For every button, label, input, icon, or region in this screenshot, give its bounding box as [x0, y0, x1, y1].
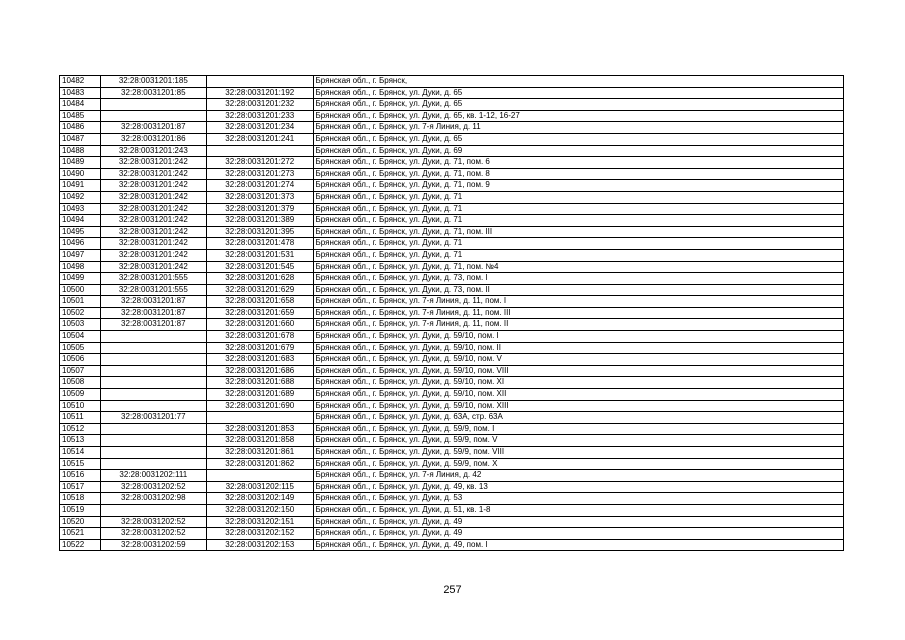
object-cadastral-number-cell: 32:28:0031201:395	[207, 226, 313, 238]
registry-table-body	[60, 76, 844, 551]
parcel-cadastral-number-cell: 32:28:0031201:242	[100, 249, 206, 261]
row-number-cell: 10487	[60, 133, 101, 145]
table-row	[60, 296, 844, 308]
row-number-cell: 10519	[60, 504, 101, 516]
address-cell: Брянская обл., г. Брянск, ул. 7-я Линия, д. 42	[313, 470, 843, 482]
address-cell: Брянская обл., г. Брянск, ул. Дуки, д. 69	[313, 145, 843, 157]
address-cell: Брянская обл., г. Брянск, ул. 7-я Линия, д. 11, пом. II	[313, 319, 843, 331]
row-number-cell: 10497	[60, 249, 101, 261]
table-row	[60, 447, 844, 459]
address-cell: Брянская обл., г. Брянск, ул. Дуки, д. 59/10, пом. XII	[313, 389, 843, 401]
table-row	[60, 365, 844, 377]
table-row	[60, 157, 844, 169]
row-number-cell: 10518	[60, 493, 101, 505]
row-number-cell: 10511	[60, 412, 101, 424]
object-cadastral-number-cell: 32:28:0031201:686	[207, 365, 313, 377]
parcel-cadastral-number-cell: 32:28:0031201:555	[100, 284, 206, 296]
row-number-cell: 10516	[60, 470, 101, 482]
row-number-cell: 10513	[60, 435, 101, 447]
address-cell: Брянская обл., г. Брянск, ул. Дуки, д. 59/9, пом. I	[313, 423, 843, 435]
table-row	[60, 307, 844, 319]
parcel-cadastral-number-cell: 32:28:0031201:85	[100, 87, 206, 99]
parcel-cadastral-number-cell: 32:28:0031201:242	[100, 157, 206, 169]
object-cadastral-number-cell: 32:28:0031202:153	[207, 539, 313, 551]
table-row	[60, 226, 844, 238]
parcel-cadastral-number-cell	[100, 110, 206, 122]
parcel-cadastral-number-cell: 32:28:0031202:52	[100, 528, 206, 540]
object-cadastral-number-cell: 32:28:0031201:192	[207, 87, 313, 99]
table-row	[60, 481, 844, 493]
row-number-cell: 10491	[60, 180, 101, 192]
table-row	[60, 110, 844, 122]
address-cell: Брянская обл., г. Брянск, ул. Дуки, д. 71, пом. №4	[313, 261, 843, 273]
row-number-cell: 10508	[60, 377, 101, 389]
table-row	[60, 215, 844, 227]
address-cell: Брянская обл., г. Брянск, ул. Дуки, д. 59/10, пом. VIII	[313, 365, 843, 377]
cadastral-registry-table	[59, 75, 844, 551]
address-cell: Брянская обл., г. Брянск, ул. Дуки, д. 65	[313, 133, 843, 145]
object-cadastral-number-cell: 32:28:0031201:373	[207, 191, 313, 203]
object-cadastral-number-cell: 32:28:0031202:115	[207, 481, 313, 493]
row-number-cell: 10512	[60, 423, 101, 435]
parcel-cadastral-number-cell	[100, 504, 206, 516]
parcel-cadastral-number-cell	[100, 365, 206, 377]
parcel-cadastral-number-cell: 32:28:0031201:242	[100, 203, 206, 215]
parcel-cadastral-number-cell: 32:28:0031201:87	[100, 307, 206, 319]
address-cell: Брянская обл., г. Брянск, ул. Дуки, д. 59/10, пом. II	[313, 342, 843, 354]
parcel-cadastral-number-cell: 32:28:0031202:52	[100, 481, 206, 493]
parcel-cadastral-number-cell: 32:28:0031201:242	[100, 191, 206, 203]
object-cadastral-number-cell: 32:28:0031201:858	[207, 435, 313, 447]
object-cadastral-number-cell: 32:28:0031201:679	[207, 342, 313, 354]
object-cadastral-number-cell: 32:28:0031201:273	[207, 168, 313, 180]
row-number-cell: 10506	[60, 354, 101, 366]
row-number-cell: 10490	[60, 168, 101, 180]
object-cadastral-number-cell: 32:28:0031201:379	[207, 203, 313, 215]
row-number-cell: 10509	[60, 389, 101, 401]
parcel-cadastral-number-cell: 32:28:0031201:242	[100, 180, 206, 192]
parcel-cadastral-number-cell	[100, 447, 206, 459]
row-number-cell: 10498	[60, 261, 101, 273]
parcel-cadastral-number-cell	[100, 458, 206, 470]
parcel-cadastral-number-cell	[100, 389, 206, 401]
parcel-cadastral-number-cell: 32:28:0031202:59	[100, 539, 206, 551]
table-row	[60, 261, 844, 273]
row-number-cell: 10514	[60, 447, 101, 459]
object-cadastral-number-cell: 32:28:0031201:658	[207, 296, 313, 308]
address-cell: Брянская обл., г. Брянск, ул. Дуки, д. 71, пом. 8	[313, 168, 843, 180]
address-cell: Брянская обл., г. Брянск, ул. Дуки, д. 59/10, пом. I	[313, 331, 843, 343]
address-cell: Брянская обл., г. Брянск, ул. 7-я Линия, д. 11	[313, 122, 843, 134]
row-number-cell: 10494	[60, 215, 101, 227]
row-number-cell: 10500	[60, 284, 101, 296]
row-number-cell: 10504	[60, 331, 101, 343]
table-row	[60, 342, 844, 354]
object-cadastral-number-cell: 32:28:0031201:241	[207, 133, 313, 145]
table-row	[60, 203, 844, 215]
object-cadastral-number-cell: 32:28:0031202:152	[207, 528, 313, 540]
row-number-cell: 10522	[60, 539, 101, 551]
address-cell: Брянская обл., г. Брянск, ул. Дуки, д. 49	[313, 516, 843, 528]
object-cadastral-number-cell: 32:28:0031201:545	[207, 261, 313, 273]
address-cell: Брянская обл., г. Брянск, ул. Дуки, д. 59/10, пом. V	[313, 354, 843, 366]
address-cell: Брянская обл., г. Брянск, ул. Дуки, д. 71	[313, 203, 843, 215]
table-row	[60, 180, 844, 192]
address-cell: Брянская обл., г. Брянск, ул. Дуки, д. 73, пом. II	[313, 284, 843, 296]
table-row	[60, 238, 844, 250]
address-cell: Брянская обл., г. Брянск, ул. Дуки, д. 59/10, пом. XIII	[313, 400, 843, 412]
object-cadastral-number-cell: 32:28:0031201:678	[207, 331, 313, 343]
address-cell: Брянская обл., г. Брянск,	[313, 76, 843, 88]
object-cadastral-number-cell: 32:28:0031201:274	[207, 180, 313, 192]
row-number-cell: 10484	[60, 99, 101, 111]
parcel-cadastral-number-cell: 32:28:0031202:111	[100, 470, 206, 482]
address-cell: Брянская обл., г. Брянск, ул. Дуки, д. 71	[313, 238, 843, 250]
parcel-cadastral-number-cell: 32:28:0031201:555	[100, 273, 206, 285]
address-cell: Брянская обл., г. Брянск, ул. Дуки, д. 71	[313, 215, 843, 227]
address-cell: Брянская обл., г. Брянск, ул. Дуки, д. 63А, стр. 63А	[313, 412, 843, 424]
table-row	[60, 493, 844, 505]
table-row	[60, 191, 844, 203]
row-number-cell: 10483	[60, 87, 101, 99]
address-cell: Брянская обл., г. Брянск, ул. 7-я Линия, д. 11, пом. III	[313, 307, 843, 319]
table-row	[60, 516, 844, 528]
row-number-cell: 10521	[60, 528, 101, 540]
table-row	[60, 423, 844, 435]
table-row	[60, 470, 844, 482]
parcel-cadastral-number-cell	[100, 354, 206, 366]
row-number-cell: 10503	[60, 319, 101, 331]
object-cadastral-number-cell: 32:28:0031201:862	[207, 458, 313, 470]
object-cadastral-number-cell: 32:28:0031201:629	[207, 284, 313, 296]
parcel-cadastral-number-cell: 32:28:0031201:87	[100, 122, 206, 134]
address-cell: Брянская обл., г. Брянск, ул. Дуки, д. 65, кв. 1-12, 16-27	[313, 110, 843, 122]
table-row	[60, 435, 844, 447]
table-row	[60, 400, 844, 412]
row-number-cell: 10485	[60, 110, 101, 122]
table-row	[60, 504, 844, 516]
row-number-cell: 10499	[60, 273, 101, 285]
parcel-cadastral-number-cell	[100, 423, 206, 435]
parcel-cadastral-number-cell	[100, 435, 206, 447]
row-number-cell: 10488	[60, 145, 101, 157]
parcel-cadastral-number-cell: 32:28:0031201:87	[100, 296, 206, 308]
table-row	[60, 76, 844, 88]
address-cell: Брянская обл., г. Брянск, ул. Дуки, д. 71	[313, 249, 843, 261]
row-number-cell: 10507	[60, 365, 101, 377]
table-row	[60, 412, 844, 424]
row-number-cell: 10492	[60, 191, 101, 203]
address-cell: Брянская обл., г. Брянск, ул. Дуки, д. 51, кв. 1-8	[313, 504, 843, 516]
object-cadastral-number-cell: 32:28:0031202:150	[207, 504, 313, 516]
parcel-cadastral-number-cell	[100, 377, 206, 389]
object-cadastral-number-cell: 32:28:0031201:531	[207, 249, 313, 261]
address-cell: Брянская обл., г. Брянск, ул. Дуки, д. 49, пом. I	[313, 539, 843, 551]
parcel-cadastral-number-cell: 32:28:0031201:242	[100, 261, 206, 273]
address-cell: Брянская обл., г. Брянск, ул. Дуки, д. 59/9, пом. VIII	[313, 447, 843, 459]
table-row	[60, 354, 844, 366]
parcel-cadastral-number-cell	[100, 400, 206, 412]
object-cadastral-number-cell: 32:28:0031201:272	[207, 157, 313, 169]
table-row	[60, 331, 844, 343]
table-row	[60, 249, 844, 261]
object-cadastral-number-cell: 32:28:0031202:149	[207, 493, 313, 505]
address-cell: Брянская обл., г. Брянск, ул. Дуки, д. 65	[313, 99, 843, 111]
row-number-cell: 10502	[60, 307, 101, 319]
object-cadastral-number-cell	[207, 412, 313, 424]
address-cell: Брянская обл., г. Брянск, ул. Дуки, д. 73, пом. I	[313, 273, 843, 285]
object-cadastral-number-cell: 32:28:0031201:659	[207, 307, 313, 319]
object-cadastral-number-cell: 32:28:0031201:478	[207, 238, 313, 250]
object-cadastral-number-cell: 32:28:0031201:688	[207, 377, 313, 389]
parcel-cadastral-number-cell	[100, 331, 206, 343]
parcel-cadastral-number-cell	[100, 342, 206, 354]
table-row	[60, 528, 844, 540]
address-cell: Брянская обл., г. Брянск, ул. Дуки, д. 59/10, пом. XI	[313, 377, 843, 389]
object-cadastral-number-cell	[207, 470, 313, 482]
address-cell: Брянская обл., г. Брянск, ул. Дуки, д. 71, пом. III	[313, 226, 843, 238]
object-cadastral-number-cell: 32:28:0031201:690	[207, 400, 313, 412]
row-number-cell: 10510	[60, 400, 101, 412]
object-cadastral-number-cell	[207, 76, 313, 88]
parcel-cadastral-number-cell: 32:28:0031201:242	[100, 226, 206, 238]
object-cadastral-number-cell: 32:28:0031201:683	[207, 354, 313, 366]
table-row	[60, 145, 844, 157]
row-number-cell: 10486	[60, 122, 101, 134]
row-number-cell: 10496	[60, 238, 101, 250]
table-row	[60, 133, 844, 145]
object-cadastral-number-cell: 32:28:0031201:234	[207, 122, 313, 134]
object-cadastral-number-cell: 32:28:0031201:628	[207, 273, 313, 285]
parcel-cadastral-number-cell: 32:28:0031202:98	[100, 493, 206, 505]
page-number: 257	[443, 584, 462, 596]
row-number-cell: 10520	[60, 516, 101, 528]
object-cadastral-number-cell: 32:28:0031201:389	[207, 215, 313, 227]
object-cadastral-number-cell: 32:28:0031201:660	[207, 319, 313, 331]
object-cadastral-number-cell	[207, 145, 313, 157]
parcel-cadastral-number-cell: 32:28:0031202:52	[100, 516, 206, 528]
object-cadastral-number-cell: 32:28:0031201:861	[207, 447, 313, 459]
parcel-cadastral-number-cell	[100, 99, 206, 111]
parcel-cadastral-number-cell: 32:28:0031201:242	[100, 215, 206, 227]
address-cell: Брянская обл., г. Брянск, ул. Дуки, д. 65	[313, 87, 843, 99]
table-row	[60, 87, 844, 99]
row-number-cell: 10493	[60, 203, 101, 215]
table-row	[60, 99, 844, 111]
object-cadastral-number-cell: 32:28:0031201:232	[207, 99, 313, 111]
table-row	[60, 284, 844, 296]
table-row	[60, 458, 844, 470]
table-row	[60, 539, 844, 551]
parcel-cadastral-number-cell: 32:28:0031201:185	[100, 76, 206, 88]
row-number-cell: 10482	[60, 76, 101, 88]
address-cell: Брянская обл., г. Брянск, ул. Дуки, д. 53	[313, 493, 843, 505]
address-cell: Брянская обл., г. Брянск, ул. Дуки, д. 49	[313, 528, 843, 540]
object-cadastral-number-cell: 32:28:0031201:233	[207, 110, 313, 122]
address-cell: Брянская обл., г. Брянск, ул. 7-я Линия, д. 11, пом. I	[313, 296, 843, 308]
address-cell: Брянская обл., г. Брянск, ул. Дуки, д. 71, пом. 9	[313, 180, 843, 192]
address-cell: Брянская обл., г. Брянск, ул. Дуки, д. 49, кв. 13	[313, 481, 843, 493]
table-row	[60, 377, 844, 389]
address-cell: Брянская обл., г. Брянск, ул. Дуки, д. 71	[313, 191, 843, 203]
parcel-cadastral-number-cell: 32:28:0031201:243	[100, 145, 206, 157]
parcel-cadastral-number-cell: 32:28:0031201:242	[100, 168, 206, 180]
address-cell: Брянская обл., г. Брянск, ул. Дуки, д. 59/9, пом. V	[313, 435, 843, 447]
address-cell: Брянская обл., г. Брянск, ул. Дуки, д. 71, пом. 6	[313, 157, 843, 169]
row-number-cell: 10517	[60, 481, 101, 493]
address-cell: Брянская обл., г. Брянск, ул. Дуки, д. 59/9, пом. X	[313, 458, 843, 470]
object-cadastral-number-cell: 32:28:0031201:689	[207, 389, 313, 401]
parcel-cadastral-number-cell: 32:28:0031201:87	[100, 319, 206, 331]
parcel-cadastral-number-cell: 32:28:0031201:86	[100, 133, 206, 145]
table-row	[60, 168, 844, 180]
table-row	[60, 389, 844, 401]
row-number-cell: 10505	[60, 342, 101, 354]
object-cadastral-number-cell: 32:28:0031202:151	[207, 516, 313, 528]
table-row	[60, 273, 844, 285]
row-number-cell: 10515	[60, 458, 101, 470]
table-row	[60, 319, 844, 331]
parcel-cadastral-number-cell: 32:28:0031201:242	[100, 238, 206, 250]
row-number-cell: 10489	[60, 157, 101, 169]
parcel-cadastral-number-cell: 32:28:0031201:77	[100, 412, 206, 424]
row-number-cell: 10495	[60, 226, 101, 238]
object-cadastral-number-cell: 32:28:0031201:853	[207, 423, 313, 435]
table-row	[60, 122, 844, 134]
row-number-cell: 10501	[60, 296, 101, 308]
